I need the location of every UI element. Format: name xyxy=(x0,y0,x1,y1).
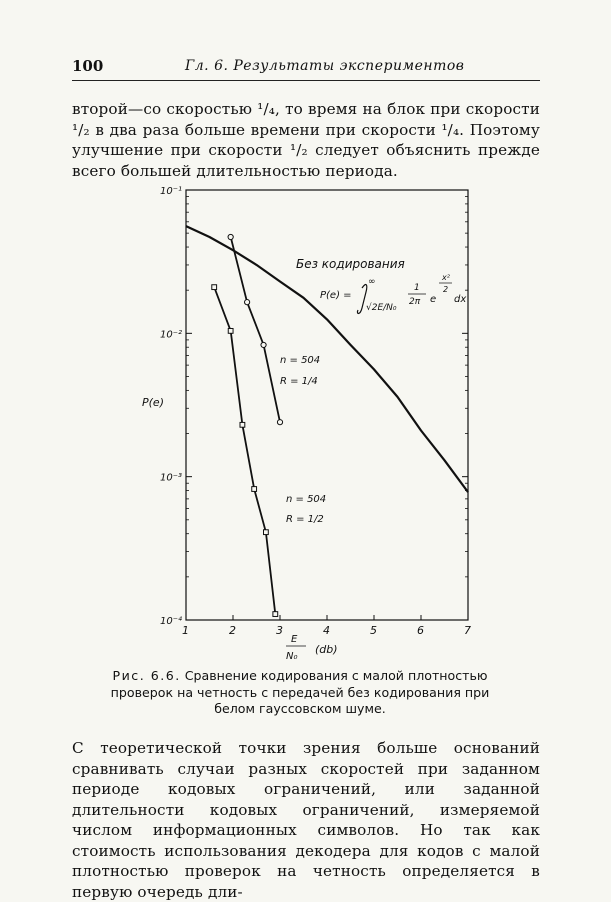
x-tick-label: 1 xyxy=(182,624,189,637)
x-label-den: N₀ xyxy=(286,651,298,662)
y-tick-label: 10⁻¹ xyxy=(160,186,183,197)
data-point-circle xyxy=(245,300,250,305)
label-r1: R = 1/4 xyxy=(280,376,318,387)
x-tick-label: 4 xyxy=(323,624,330,637)
formula-frac-num: 1 xyxy=(414,283,420,293)
plot-frame xyxy=(186,190,468,620)
data-point-square xyxy=(264,530,269,535)
y-tick-label: 10⁻² xyxy=(160,329,183,341)
caption-text: Сравнение кодирования с малой плотностью проверок на четность с передачей без кодирования при белом гауссовском шуме. xyxy=(110,668,490,716)
x-label-unit: (db) xyxy=(315,643,338,656)
figure-chart xyxy=(130,180,490,670)
label-n2: n = 504 xyxy=(286,494,327,505)
page-header xyxy=(72,56,540,81)
formula-frac-den: 2π xyxy=(409,297,421,307)
x-tick-label: 2 xyxy=(229,624,236,637)
data-point-circle xyxy=(228,234,233,239)
data-point-circle xyxy=(277,420,282,425)
y-tick-label: 10⁻⁴ xyxy=(160,616,183,627)
x-tick-label: 5 xyxy=(370,624,377,637)
series-line xyxy=(214,287,275,614)
x-label-num: E xyxy=(291,634,298,645)
x-tick-label: 3 xyxy=(276,624,283,637)
x-tick-label: 7 xyxy=(464,624,471,637)
data-point-circle xyxy=(261,342,266,347)
page-number: 100 xyxy=(72,57,104,75)
data-point-square xyxy=(228,328,233,333)
annotation-uncoded: Без кодирования xyxy=(296,257,405,271)
label-r2: R = 1/2 xyxy=(286,514,324,525)
y-tick-label: 10⁻³ xyxy=(160,472,183,484)
caption-label: Рис. 6.6. xyxy=(112,668,181,683)
label-n1: n = 504 xyxy=(280,355,321,366)
formula-e: e xyxy=(430,294,437,305)
formula-left: P(e) = xyxy=(320,290,352,301)
data-point-square xyxy=(273,612,278,617)
formula-upper: ∞ xyxy=(368,277,376,287)
data-point-square xyxy=(252,487,257,492)
paragraph-bottom: С теоретической точки зрения больше оснований сравнивать случаи разных скоростей при заданном периоде кодовых ограничений, или заданной длительности кодовых ограничений, измеряемой числом информационных символов. Но так как стоимость использования декодера для кодов с малой плотностью проверок на четность определяется в первую очередь дли- xyxy=(72,739,540,901)
data-point-square xyxy=(240,422,245,427)
formula-dx: dx xyxy=(454,294,467,305)
formula-exp: x² xyxy=(442,273,450,282)
figure-caption xyxy=(110,668,490,718)
x-tick-label: 6 xyxy=(417,624,424,637)
paragraph-top: второй—со скоростью ¹/₄, то время на блок при скорости ¹/₂ в два раза больше времени при скорости ¹/₄. Поэтому улучшение при скорости ¹/₂ следует объяснить прежде всего большей длительностью периода. xyxy=(72,100,540,180)
y-axis-label: P(e) xyxy=(142,396,164,409)
running-title: Гл. 6. Результаты экспериментов xyxy=(185,58,465,74)
formula-lower: √2E/N₀ xyxy=(366,303,397,313)
formula-exp-den: 2 xyxy=(443,285,449,294)
formula xyxy=(320,273,466,314)
data-point-square xyxy=(212,285,217,290)
